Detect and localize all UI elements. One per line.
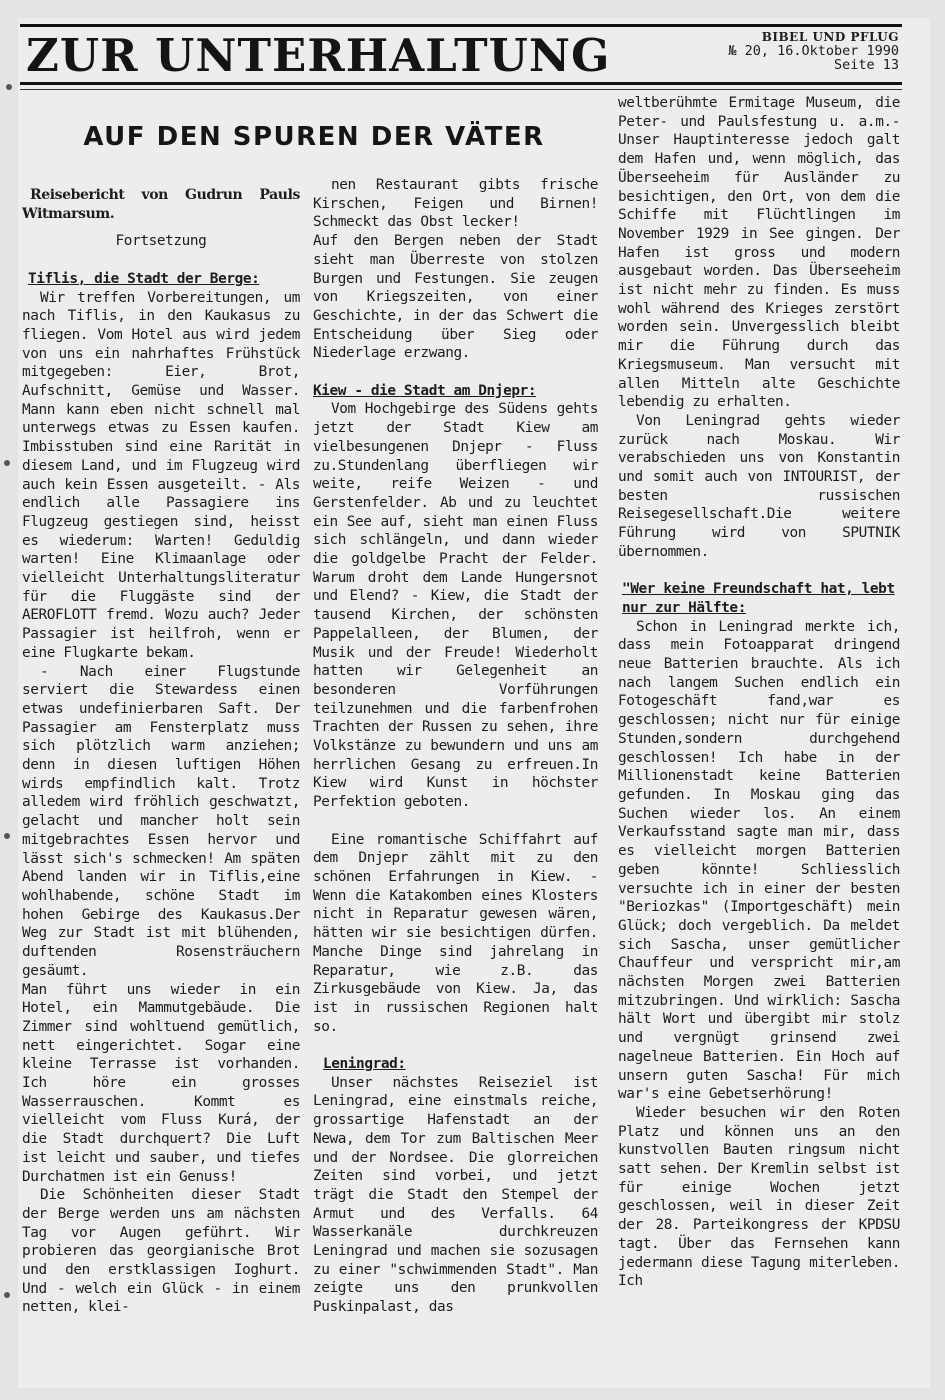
paragraph: Auf den Bergen neben der Stadt sieht man Überreste von stolzen Burgen und Festungen. Sie zeugen von Kriegszeiten, von einer Geschichte, in der das Schwert die Entscheidung über Sieg oder Niederlage erzwang. [313, 233, 598, 362]
paragraph: weltberühmte Ermitage Museum, die Peter- und Paulsfestung u. a.m.- Unser Hauptinteresse jedoch galt dem Hafen und, wenn möglich, das Überseeheim für Ausländer zu besichtigen, den Ort, von dem die Schiffe mit Flüchtlingen im November 1929 in See gingen. Der Hafen ist gross und modern ausgebaut worden. Das Überseeheim ist nicht mehr zu finden. Es muss wohl während des Krieges zerstört worden sein. Unvergesslich bleibt mir die Führung durch das Kriegsmuseum. Man versucht mit allen Mitteln alte Geschichte lebendig zu erhalten. [618, 95, 900, 411]
heading-freundschaft: "Wer keine Freundschaft hat, lebt nur zur Hälfte: [622, 581, 895, 616]
masthead-thin-rule [20, 89, 902, 90]
paragraph: Die Schönheiten dieser Stadt der Berge werden uns am nächsten Tag vor Augen geführt. Wir probieren das georgianische Brot und den erstklassigen Ioghurt. Und - welch ein Glück - in einem netten, klei- [22, 1187, 300, 1316]
issue-number-date: № 20, 16.Oktober 1990 [728, 43, 899, 59]
continuation-label: Fortsetzung [115, 233, 207, 250]
paragraph: Man führt uns wieder in ein Hotel, ein Mammutgebäude. Die Zimmer sind wohltuend gemütlich, nett eingerichtet. Sogar eine kleine Terrasse ist vorhanden. Ich höre ein grosses Wasserrauschen. Kommt es vielleicht vom Fluss Kurá, der die Stadt durchquert? Die Luft ist leicht und sauber, und tiefes Durchatmen ist ein Genuss! [22, 981, 300, 1185]
heading-kiew: Kiew - die Stadt am Dnjepr: [313, 382, 537, 399]
paragraph: Wieder besuchen wir den Roten Platz und können uns an den kunstvollen Bauten ringsum nicht satt sehen. Der Kremlin selbst ist für einige Wochen jetzt geschlossen, weil in dieser Zeit der 28. Parteikongress der KPDSU tagt. Über das Fernsehen kann jedermann diese Tagung miterleben. Ich [618, 1104, 900, 1290]
punch-hole [4, 460, 10, 466]
heading-leningrad: Leningrad: [323, 1056, 406, 1072]
paragraph: - Nach einer Flugstunde serviert die Stewardess einen etwas undefinierbaren Saft. Der Passagier am Fensterplatz muss sich plötzlich warm anziehen; denn in diesen luftigen Höhen wirds empfindlich kalt. Trotz alledem wird fröhlich geschwatzt, gelacht und mancher holt sein mitgebrachtes Essen hervor und lässt sich's schmecken! Am späten Abend landen wir in Tiflis,eine wohlhabende, schöne Stadt im hohen Gebirge des Kaukasus.Der Weg zur Stadt ist mit blühenden, duftenden Rosensträuchern gesäumt. [22, 663, 300, 979]
publication-name: BIBEL UND PFLUG [761, 30, 899, 44]
column-3 [618, 94, 900, 1291]
column-2 [313, 176, 598, 1317]
article-byline: Reisebericht von Gudrun Pauls Witmarsum. [22, 187, 300, 222]
punch-hole [6, 84, 12, 90]
masthead-top-rule [20, 24, 902, 27]
paragraph: Schon in Leningrad merkte ich, dass mein Fotoapparat dringend neue Batterien brauchte. Als ich nach langem Suchen endlich ein Fotogeschäft fand,war es geschlossen; nicht nur für einige Stunden,sondern durchgehend geschlossen! Ich habe in der Millionenstadt keine Batterien gefunden. In Moskau ging das Suchen wieder los. An einem Verkaufsstand sagte man mir, dass es vielleicht morgen Batterien geben könnte! Schliesslich versuchte ich in einer der besten "Beriozkas" (Importgeschäft) mein Glück; doch vergeblich. Da meldet sich Sascha, unser gemütlicher Chauffeur und verspricht mir,am nächsten Morgen zwei Batterien mitzubringen. Und wirklich: Sascha hält Wort und übergibt mir stolz und vergnügt grinsend zwei nagelneue Batterien. Ein Hoch auf unsern guten Sascha! Für mich war's eine Gebetserhörung! [618, 618, 900, 1103]
heading-tiflis: Tiflis, die Stadt der Berge: [28, 270, 260, 287]
punch-hole [4, 833, 10, 839]
punch-hole [4, 1292, 10, 1298]
paragraph: Unser nächstes Reiseziel ist Leningrad, eine einstmals reiche, grossartige Hafenstadt an der Newa, dem Tor zum Baltischen Meer und der Nordsee. Die glorreichen Zeiten sind vorbei, und jetzt trägt die Stadt den Stempel der Armut und des Verfalls. 64 Wasserkanäle durchkreuzen Leningrad und machen sie sozusagen zu einer "schwimmenden Stadt". Man zeigte uns den prunkvollen Puskinpalast, das [313, 1074, 598, 1316]
masthead-bottom-rule [20, 82, 902, 85]
issue-info [728, 30, 899, 72]
article-headline: AUF DEN SPUREN DER VÄTER [83, 122, 545, 152]
paragraph: Wir treffen Vorbereitungen, um nach Tiflis, in den Kaukasus zu fliegen. Vom Hotel aus wird jedem von uns ein nahrhaftes Frühstück mitgegeben: Eier, Brot, Aufschnitt, Gemüse und Wasser. Mann kann eben nicht schnell mal unterwegs etwas zu Essen kaufen. Imbisstuben sind eine Rarität in diesem Land, und im Flugzeug wird auch kein Essen ausgeteilt. - Als endlich alle Passagiere ins Flugzeug gestiegen sind, heisst es wiederum: Warten! Geduldig warten! Eine Klimaanlage oder vielleicht Unterhaltungsliteratur für die Fluggäste sind der AEROFLOTT fremd. Wozu auch? Jeder Passagier ist heilfroh, wenn er eine Flugkarte bekam. [22, 289, 300, 661]
paragraph: nen Restaurant gibts frische Kirschen, Feigen und Birnen! Schmeckt das Obst lecker! [313, 177, 598, 231]
paragraph: Vom Hochgebirge des Südens gehts jetzt der Stadt Kiew am vielbesungenen Dnjepr - Fluss zu.Stundenlang überfliegen wir weite, reife Weizen - und Gerstenfelder. Ab und zu leuchtet ein See auf, sieht man einen Fluss sich schlängeln, und dann wieder die goldgelbe Pracht der Felder. Warum droht dem Lande Hungersnot und Elend? - Kiew, die Stadt der tausend Kirchen, der schönsten Pappelalleen, der Blumen, der Musik und der Freude! Wiederholt hatten wir Gelegenheit an besonderen Vorführungen teilzunehmen und die farbenfrohen Trachten der Russen zu sehen, ihre Volkstänze zu bewundern und uns am herrlichen Gesang zu erfreuen.In Kiew wird Kunst in höchster Perfektion geboten. [313, 401, 598, 811]
section-title: ZUR UNTERHALTUNG [26, 29, 611, 82]
page-number: Seite 13 [833, 57, 899, 73]
paragraph: Von Leningrad gehts wieder zurück nach Moskau. Wir verabschieden uns von Konstantin und somit auch von INTOURIST, der besten russischen Reisegesellschaft.Die weitere Führung wird von SPUTNIK übernommen. [618, 412, 900, 560]
paragraph: Eine romantische Schiffahrt auf dem Dnjepr zählt mit zu den schönen Erfahrungen in Kiew. - Wenn die Katakomben eines Klosters nicht in Reparatur gewesen wären, hätten wir sie besichtigen dürfen. Manche Dinge sind jahrelang in Reparatur, wie z.B. das Zirkusgebäude von Kiew. Ja, das ist in russischen Regionen halt so. [313, 831, 598, 1035]
column-1 [22, 186, 300, 1317]
